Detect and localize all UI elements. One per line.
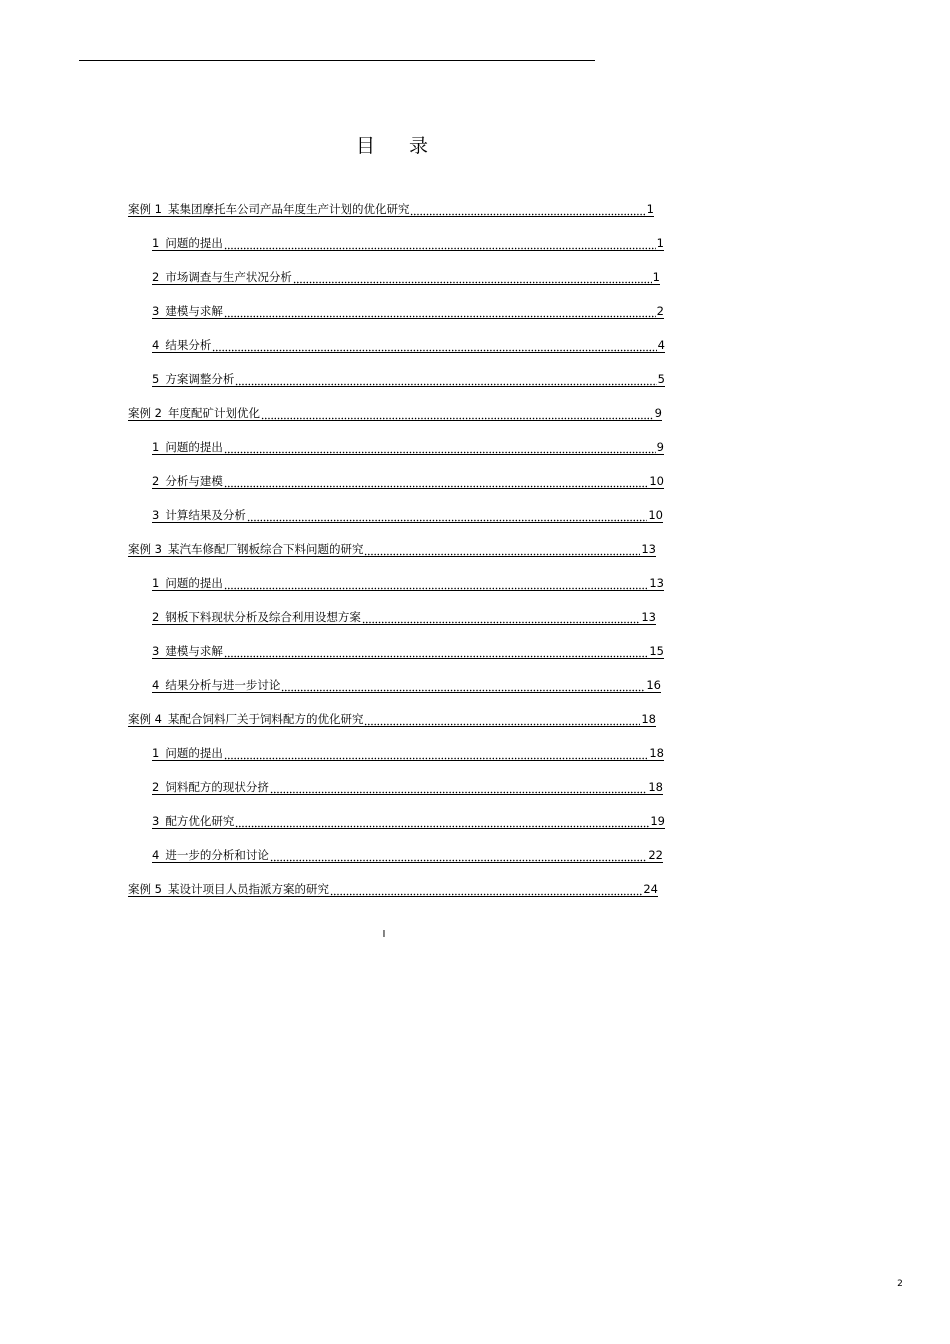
toc-entry-label: 饲料配方的现状分挤 <box>165 780 269 794</box>
toc-entry-case[interactable] <box>128 200 654 217</box>
toc-entry-number: 3 <box>152 814 160 828</box>
toc-entry-page: 9 <box>656 440 664 454</box>
toc-entry-page: 5 <box>657 372 665 386</box>
toc-entry-number: 2 <box>152 270 160 284</box>
toc-dot-leader <box>362 610 641 624</box>
toc-entry-section[interactable] <box>152 506 663 523</box>
toc-entry-label: 年度配矿计划优化 <box>167 406 260 420</box>
toc-entry-case[interactable] <box>128 540 656 557</box>
toc-entry-section[interactable] <box>152 574 664 591</box>
toc-entry-section[interactable] <box>152 676 661 693</box>
toc-dot-leader <box>270 780 648 794</box>
toc-entry-label: 某汽车修配厂钢板综合下料问题的研究 <box>167 542 364 556</box>
toc-dot-leader <box>410 202 645 216</box>
toc-dot-leader <box>224 746 649 760</box>
toc-entry-page: 19 <box>650 814 665 828</box>
toc-entry-page: 22 <box>648 848 663 862</box>
toc-dot-leader <box>224 440 656 454</box>
toc-entry-number: 1 <box>152 746 160 760</box>
toc-entry-label: 结果分析与进一步讨论 <box>165 678 281 692</box>
toc-entry-case[interactable] <box>128 404 662 421</box>
toc-entry-number: 3 <box>152 304 160 318</box>
toc-entry-number: 1 <box>152 236 160 250</box>
toc-entry-section[interactable] <box>152 778 663 795</box>
toc-entry-page: 15 <box>649 644 664 658</box>
toc-entry-section[interactable] <box>152 234 664 251</box>
roman-page-marker: I <box>382 929 386 940</box>
toc-entry-section[interactable] <box>152 438 664 455</box>
toc-entry-page: 1 <box>656 236 664 250</box>
toc-entry-number: 2 <box>152 780 160 794</box>
toc-entry-section[interactable] <box>152 608 656 625</box>
toc-entry-number: 2 <box>152 474 160 488</box>
toc-entry-section[interactable] <box>152 302 664 319</box>
toc-entry-number: 3 <box>152 644 160 658</box>
toc-entry-section[interactable] <box>152 744 664 761</box>
toc-entry-page: 24 <box>643 882 658 896</box>
toc-entry-number: 4 <box>152 678 160 692</box>
toc-entry-section[interactable] <box>152 846 663 863</box>
toc-dot-leader <box>330 882 642 896</box>
toc-dot-leader <box>224 474 649 488</box>
toc-dot-leader <box>364 542 640 556</box>
page-number: 2 <box>897 1279 903 1289</box>
toc-dot-leader <box>224 236 656 250</box>
toc-entry-page: 13 <box>641 542 656 556</box>
toc-dot-leader <box>364 712 640 726</box>
toc-entry-page: 16 <box>646 678 661 692</box>
toc-entry-number: 4 <box>152 848 160 862</box>
toc-dot-leader <box>235 372 656 386</box>
toc-entry-label: 进一步的分析和讨论 <box>165 848 269 862</box>
toc-entry-number: 4 <box>152 338 160 352</box>
toc-title: 目 录 <box>355 135 443 157</box>
toc-entry-page: 10 <box>649 474 664 488</box>
toc-entry-page: 9 <box>654 406 662 420</box>
toc-dot-leader <box>224 644 649 658</box>
toc-entry-label: 某设计项目人员指派方案的研究 <box>167 882 329 896</box>
toc-entry-page: 18 <box>649 746 664 760</box>
toc-entry-section[interactable] <box>152 812 665 829</box>
toc-entry-page: 1 <box>646 202 654 216</box>
toc-dot-leader <box>247 508 648 522</box>
toc-entry-label: 配方优化研究 <box>165 814 235 828</box>
toc-entry-number: 1 <box>152 440 160 454</box>
toc-entry-page: 13 <box>649 576 664 590</box>
toc-entry-number: 案例 2 <box>128 406 162 420</box>
toc-entry-page: 13 <box>641 610 656 624</box>
toc-entry-case[interactable] <box>128 710 656 727</box>
toc-dot-leader <box>235 814 649 828</box>
toc-entry-label: 分析与建模 <box>165 474 223 488</box>
toc-entry-section[interactable] <box>152 370 665 387</box>
toc-entry-page: 2 <box>656 304 664 318</box>
toc-entry-section[interactable] <box>152 642 664 659</box>
toc-entry-number: 3 <box>152 508 160 522</box>
toc-entry-number: 5 <box>152 372 160 386</box>
toc-entry-label: 某配合饲料厂关于饲料配方的优化研究 <box>167 712 364 726</box>
toc-entry-section[interactable] <box>152 336 665 353</box>
toc-entry-label: 问题的提出 <box>165 236 223 250</box>
toc-entry-label: 钢板下料现状分析及综合利用设想方案 <box>165 610 361 624</box>
toc-entry-number: 2 <box>152 610 160 624</box>
toc-entry-number: 案例 3 <box>128 542 162 556</box>
toc-entry-page: 1 <box>652 270 660 284</box>
toc-entry-section[interactable] <box>152 472 664 489</box>
toc-dot-leader <box>281 678 645 692</box>
toc-entry-page: 10 <box>648 508 663 522</box>
toc-dot-leader <box>212 338 656 352</box>
toc-entry-label: 计算结果及分析 <box>165 508 246 522</box>
toc-entry-number: 1 <box>152 576 160 590</box>
toc-entry-page: 18 <box>648 780 663 794</box>
toc-entry-number: 案例 5 <box>128 882 162 896</box>
toc-dot-leader <box>270 848 648 862</box>
toc-entry-label: 结果分析 <box>165 338 212 352</box>
toc-entry-label: 方案调整分析 <box>165 372 235 386</box>
toc-entry-number: 案例 4 <box>128 712 162 726</box>
toc-entry-label: 建模与求解 <box>165 304 223 318</box>
toc-entry-case[interactable] <box>128 880 658 897</box>
toc-dot-leader <box>293 270 652 284</box>
toc-entry-page: 18 <box>641 712 656 726</box>
toc-entry-label: 市场调查与生产状况分析 <box>165 270 292 284</box>
toc-dot-leader <box>261 406 654 420</box>
toc-entry-label: 某集团摩托车公司产品年度生产计划的优化研究 <box>167 202 410 216</box>
toc-entry-label: 问题的提出 <box>165 576 223 590</box>
toc-entry-page: 4 <box>657 338 665 352</box>
toc-entry-label: 问题的提出 <box>165 746 223 760</box>
toc-entry-number: 案例 1 <box>128 202 162 216</box>
toc-entry-section[interactable] <box>152 268 660 285</box>
toc-entry-label: 问题的提出 <box>165 440 223 454</box>
toc-dot-leader <box>224 304 656 318</box>
toc-entry-label: 建模与求解 <box>165 644 223 658</box>
toc-dot-leader <box>224 576 649 590</box>
